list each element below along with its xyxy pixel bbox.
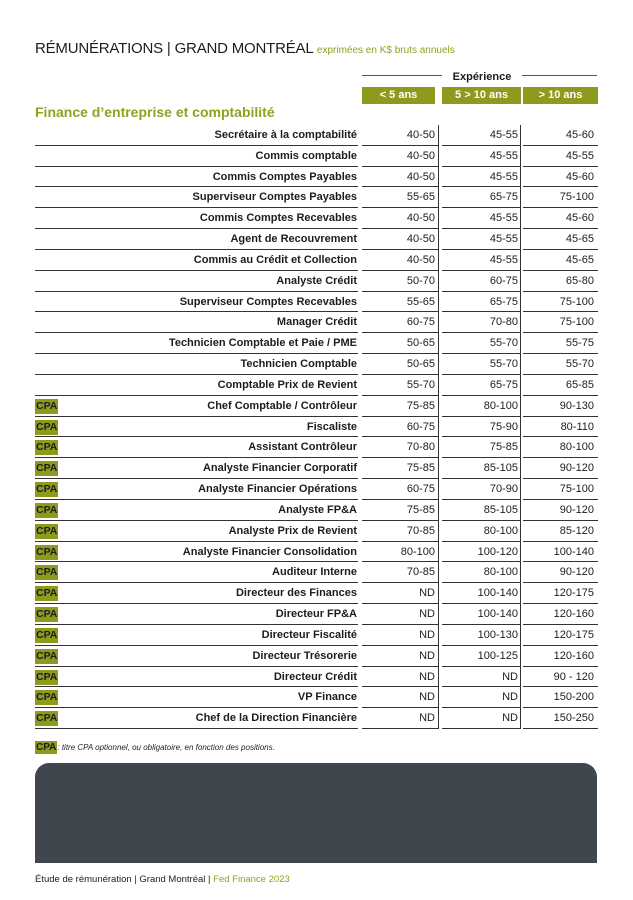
table-row: [0, 583, 633, 604]
table-row: [0, 187, 633, 208]
footnote: [35, 741, 275, 754]
page-footer: [35, 874, 290, 885]
salary-gt10: 75-100: [559, 191, 594, 204]
column-divider: [438, 167, 439, 188]
column-divider: [438, 687, 439, 708]
job-title: Technicien Comptable et Paie / PME: [168, 337, 357, 350]
column-divider: [438, 125, 439, 146]
salary-lt5: 40-50: [406, 170, 435, 183]
column-divider: [438, 667, 439, 688]
table-row: [0, 417, 633, 438]
column-divider: [438, 646, 439, 667]
column-divider: [438, 271, 439, 292]
column-divider: [520, 437, 521, 458]
salary-5to10: 65-75: [489, 191, 518, 204]
column-header-gt10: > 10 ans: [523, 87, 598, 104]
job-title: Assistant Contrôleur: [248, 441, 357, 454]
salary-5to10: 55-70: [489, 358, 518, 371]
table-row: [0, 208, 633, 229]
salary-5to10: 75-85: [489, 441, 518, 454]
table-row: [0, 687, 633, 708]
column-divider: [438, 312, 439, 333]
salary-5to10: ND: [502, 670, 518, 683]
salary-lt5: ND: [419, 670, 435, 683]
column-divider: [520, 500, 521, 521]
table-row: [0, 333, 633, 354]
salary-lt5: 40-50: [406, 129, 435, 141]
job-title: Directeur FP&A: [275, 608, 357, 621]
salary-gt10: 80-110: [560, 420, 594, 433]
salary-gt10: 75-100: [559, 483, 594, 496]
page-title: [35, 40, 455, 57]
cpa-badge: CPA: [36, 503, 58, 516]
cpa-badge: CPA: [36, 524, 58, 537]
column-divider: [520, 229, 521, 250]
salary-gt10: 65-80: [565, 274, 594, 287]
salary-gt10: 150-250: [553, 712, 594, 725]
job-title: Directeur Crédit: [273, 670, 357, 683]
job-title: Comptable Prix de Revient: [217, 378, 357, 391]
column-divider: [438, 437, 439, 458]
experience-header: Expérience: [442, 71, 522, 83]
table-row: [0, 500, 633, 521]
salary-5to10: 80-100: [483, 399, 518, 412]
table-row: [0, 125, 633, 146]
row-rule: [523, 728, 598, 729]
table-row: [0, 250, 633, 271]
job-title: Fiscaliste: [306, 420, 357, 433]
column-divider: [438, 479, 439, 500]
column-divider: [438, 375, 439, 396]
table-row: [0, 229, 633, 250]
salary-5to10: 75-90: [489, 420, 518, 433]
salary-5to10: 45-55: [489, 233, 518, 246]
cpa-badge: CPA: [36, 545, 58, 558]
salary-5to10: 85-105: [483, 503, 518, 516]
salary-5to10: 85-105: [483, 462, 518, 475]
job-title: Commis comptable: [255, 149, 357, 162]
column-header-lt5: < 5 ans: [362, 87, 435, 104]
salary-gt10: 90-120: [559, 566, 594, 579]
job-title: Directeur des Finances: [235, 587, 357, 600]
salary-5to10: 45-55: [489, 212, 518, 225]
column-divider: [438, 354, 439, 375]
table-row: [0, 354, 633, 375]
salary-5to10: 45-55: [489, 170, 518, 183]
salary-5to10: 100-130: [477, 628, 518, 641]
salary-lt5: 55-65: [406, 191, 435, 204]
job-title: VP Finance: [297, 691, 357, 704]
salary-5to10: 45-55: [489, 253, 518, 266]
page-title-main: RÉMUNÉRATIONS | GRAND MONTRÉAL: [35, 40, 313, 57]
column-divider: [438, 292, 439, 313]
column-divider: [520, 687, 521, 708]
salary-lt5: ND: [419, 587, 435, 600]
job-title: Analyste Financier Corporatif: [202, 462, 357, 475]
salary-5to10: ND: [502, 712, 518, 725]
cpa-badge: CPA: [36, 691, 58, 704]
table-row: [0, 375, 633, 396]
salary-5to10: 100-140: [477, 608, 518, 621]
column-divider: [520, 125, 521, 146]
column-divider: [438, 187, 439, 208]
table-row: [0, 521, 633, 542]
table-row: [0, 646, 633, 667]
job-title: Analyste Financier Consolidation: [182, 545, 357, 558]
salary-5to10: 45-55: [489, 129, 518, 141]
table-row: [0, 292, 633, 313]
salary-gt10: 90-120: [559, 503, 594, 516]
table-row: [0, 479, 633, 500]
cpa-badge: CPA: [36, 462, 58, 475]
column-divider: [438, 396, 439, 417]
column-divider: [520, 354, 521, 375]
cpa-badge: CPA: [36, 399, 58, 412]
column-divider: [520, 333, 521, 354]
salary-gt10: 45-60: [565, 129, 594, 141]
job-title: Technicien Comptable: [240, 358, 357, 371]
table-row: [0, 708, 633, 729]
column-divider: [520, 312, 521, 333]
salary-lt5: 80-100: [400, 545, 435, 558]
column-divider: [520, 271, 521, 292]
salary-5to10: 80-100: [483, 524, 518, 537]
footer-brand: Fed Finance 2023: [213, 874, 290, 885]
salary-gt10: 120-175: [553, 587, 594, 600]
column-divider: [520, 208, 521, 229]
salary-lt5: 40-50: [406, 253, 435, 266]
salary-lt5: 55-65: [406, 295, 435, 308]
salary-gt10: 120-160: [553, 608, 594, 621]
column-divider: [438, 458, 439, 479]
table-row: [0, 312, 633, 333]
job-title: Superviseur Comptes Recevables: [179, 295, 357, 308]
column-divider: [520, 250, 521, 271]
job-title: Secrétaire à la comptabilité: [214, 129, 357, 141]
column-divider: [520, 646, 521, 667]
table-row: [0, 604, 633, 625]
column-divider: [520, 187, 521, 208]
salary-gt10: 85-120: [559, 524, 594, 537]
salary-lt5: 75-85: [406, 462, 435, 475]
column-divider: [520, 521, 521, 542]
row-rule: [442, 728, 521, 729]
column-divider: [520, 396, 521, 417]
cpa-badge: CPA: [36, 587, 58, 600]
cpa-badge: CPA: [36, 649, 58, 662]
salary-gt10: 45-55: [565, 149, 594, 162]
salary-gt10: 55-70: [565, 358, 594, 371]
salary-lt5: ND: [419, 628, 435, 641]
column-divider: [520, 458, 521, 479]
column-divider: [438, 542, 439, 563]
table-row: [0, 271, 633, 292]
column-header-5to10: 5 > 10 ans: [442, 87, 521, 104]
column-divider: [520, 604, 521, 625]
job-title: Analyste Financier Opérations: [198, 483, 357, 496]
salary-gt10: 55-75: [565, 337, 594, 350]
salary-5to10: ND: [502, 691, 518, 704]
column-divider: [438, 146, 439, 167]
column-divider: [520, 146, 521, 167]
salary-lt5: ND: [419, 691, 435, 704]
salary-lt5: 40-50: [406, 149, 435, 162]
column-divider: [520, 479, 521, 500]
salary-lt5: ND: [419, 608, 435, 621]
column-divider: [438, 604, 439, 625]
column-divider: [520, 708, 521, 729]
cpa-badge: CPA: [36, 712, 58, 725]
column-divider: [438, 333, 439, 354]
salary-lt5: 40-50: [406, 212, 435, 225]
job-title: Directeur Trésorerie: [252, 649, 357, 662]
salary-gt10: 45-65: [565, 253, 594, 266]
salary-lt5: 60-75: [406, 420, 435, 433]
column-divider: [520, 542, 521, 563]
job-title: Directeur Fiscalité: [261, 628, 357, 641]
table-row: [0, 458, 633, 479]
salary-gt10: 75-100: [559, 316, 594, 329]
table-row: [0, 542, 633, 563]
column-divider: [520, 375, 521, 396]
column-divider: [520, 583, 521, 604]
salary-lt5: 50-65: [406, 358, 435, 371]
salary-gt10: 80-100: [559, 441, 594, 454]
column-divider: [438, 229, 439, 250]
table-row: [0, 437, 633, 458]
salary-lt5: 55-70: [406, 378, 435, 391]
job-title: Auditeur Interne: [272, 566, 357, 579]
salary-lt5: 70-85: [406, 524, 435, 537]
salary-gt10: 150-200: [553, 691, 594, 704]
footer-text: Étude de rémunération | Grand Montréal |: [35, 874, 211, 885]
job-title: Commis au Crédit et Collection: [193, 253, 357, 266]
column-divider: [438, 500, 439, 521]
cpa-badge: CPA: [36, 441, 58, 454]
cpa-badge: CPA: [36, 628, 58, 641]
cpa-badge: CPA: [36, 420, 58, 433]
column-divider: [438, 625, 439, 646]
section-title: Finance d’entreprise et comptabilité: [35, 104, 275, 120]
salary-lt5: 75-85: [406, 503, 435, 516]
cpa-badge: CPA: [36, 566, 58, 579]
row-rule: [362, 728, 439, 729]
salary-5to10: 65-75: [489, 378, 518, 391]
column-divider: [520, 417, 521, 438]
job-title: Commis Comptes Recevables: [199, 212, 357, 225]
cpa-badge: CPA: [36, 483, 58, 496]
job-title: Chef Comptable / Contrôleur: [207, 399, 357, 412]
salary-gt10: 45-65: [565, 233, 594, 246]
job-title: Chef de la Direction Financière: [195, 712, 357, 725]
table-row: [0, 146, 633, 167]
salary-lt5: ND: [419, 712, 435, 725]
column-divider: [520, 667, 521, 688]
table-row: [0, 667, 633, 688]
column-divider: [520, 167, 521, 188]
salary-lt5: 60-75: [406, 316, 435, 329]
job-title: Commis Comptes Payables: [212, 170, 357, 183]
job-title: Analyste FP&A: [278, 503, 357, 516]
table-row: [0, 562, 633, 583]
column-divider: [520, 625, 521, 646]
salary-lt5: 70-80: [406, 441, 435, 454]
salary-5to10: 55-70: [489, 337, 518, 350]
salary-lt5: 60-75: [406, 483, 435, 496]
salary-5to10: 80-100: [483, 566, 518, 579]
column-divider: [520, 292, 521, 313]
salary-gt10: 45-60: [565, 212, 594, 225]
salary-5to10: 60-75: [489, 274, 518, 287]
salary-5to10: 70-80: [489, 316, 518, 329]
job-title: Agent de Recouvrement: [230, 233, 357, 246]
salary-lt5: 50-70: [406, 274, 435, 287]
salary-lt5: 75-85: [406, 399, 435, 412]
salary-gt10: 90 - 120: [553, 670, 594, 683]
salary-gt10: 100-140: [553, 545, 594, 558]
table-row: [0, 167, 633, 188]
salary-gt10: 90-120: [559, 462, 594, 475]
column-divider: [438, 708, 439, 729]
salary-5to10: 100-140: [477, 587, 518, 600]
column-divider: [520, 562, 521, 583]
salary-gt10: 45-60: [565, 170, 594, 183]
cpa-badge: CPA: [36, 742, 57, 753]
salary-gt10: 65-85: [565, 378, 594, 391]
salary-5to10: 70-90: [489, 483, 518, 496]
column-divider: [438, 250, 439, 271]
column-divider: [438, 521, 439, 542]
salary-5to10: 100-125: [477, 649, 518, 662]
salary-gt10: 120-175: [553, 628, 594, 641]
job-title: Superviseur Comptes Payables: [192, 191, 357, 204]
job-title: Analyste Prix de Revient: [228, 524, 357, 537]
cpa-badge: CPA: [36, 608, 58, 621]
cpa-badge: CPA: [36, 670, 58, 683]
column-divider: [438, 583, 439, 604]
salary-gt10: 90-130: [559, 399, 594, 412]
table-row: [0, 396, 633, 417]
column-divider: [438, 417, 439, 438]
salary-gt10: 120-160: [553, 649, 594, 662]
job-title: Analyste Crédit: [276, 274, 357, 287]
salary-table: [0, 125, 633, 729]
footnote-text: : titre CPA optionnel, ou obligatoire, en fonction des positions.: [57, 743, 275, 752]
salary-5to10: 65-75: [489, 295, 518, 308]
salary-lt5: 70-85: [406, 566, 435, 579]
column-divider: [438, 208, 439, 229]
column-divider: [438, 562, 439, 583]
table-row: [0, 625, 633, 646]
row-rule: [35, 728, 358, 729]
salary-5to10: 100-120: [477, 545, 518, 558]
salary-lt5: 50-65: [406, 337, 435, 350]
salary-lt5: ND: [419, 649, 435, 662]
salary-5to10: 45-55: [489, 149, 518, 162]
job-title: Manager Crédit: [276, 316, 357, 329]
page-subtitle: exprimées en K$ bruts annuels: [316, 45, 455, 56]
dark-panel: [35, 763, 597, 863]
salary-lt5: 40-50: [406, 233, 435, 246]
salary-gt10: 75-100: [559, 295, 594, 308]
